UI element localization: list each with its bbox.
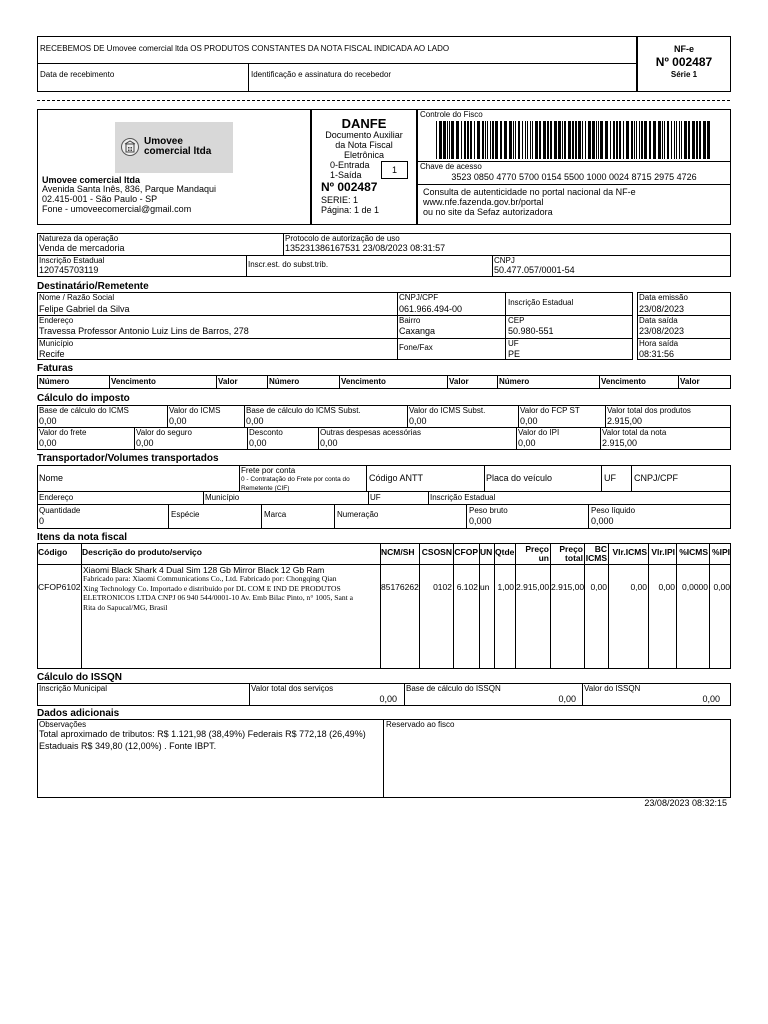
imposto-divider [247, 427, 248, 450]
transp-numeracao-label: Numeração [337, 510, 379, 519]
natureza-label: Natureza da operação [39, 234, 119, 243]
danfe-saida: 1-Saída [330, 170, 362, 180]
imposto-divider [518, 405, 519, 427]
consulta-1: Consulta de autenticidade no portal nacional da NF-e [423, 187, 636, 197]
barcode-bar [696, 121, 698, 159]
barcode-bar [707, 121, 710, 159]
saida-value: 23/08/2023 [639, 326, 685, 336]
itens-col-divider [453, 543, 454, 669]
dest-municipio: Recife [39, 349, 65, 359]
barcode-bar [679, 121, 680, 159]
hora-label: Hora saída [639, 339, 679, 348]
faturas-header-3: Número [269, 377, 300, 386]
dest-endereco-label: Endereço [39, 316, 74, 325]
transp-cnpj-label: CNPJ/CPF [634, 473, 679, 483]
imposto-row1-value-2: 0,00 [246, 416, 264, 426]
itens-col-divider [479, 543, 480, 669]
dest-municipio-label: Município [39, 339, 74, 348]
barcode-bar [676, 121, 677, 159]
itens-section: Itens da nota fiscal [37, 532, 128, 543]
controle-fisco-label: Controle do Fisco [420, 110, 483, 119]
footer-timestamp: 23/08/2023 08:32:15 [644, 798, 727, 808]
faturas-divider [599, 375, 600, 389]
barcode-bar [525, 121, 526, 159]
barcode-bar [634, 121, 635, 159]
barcode-bar [596, 121, 597, 159]
item-codigo: CFOP6102 [38, 582, 81, 592]
barcode-bar [578, 121, 581, 159]
barcode-bar [616, 121, 618, 159]
danfe-subtitle-3: Eletrônica [343, 150, 385, 160]
itens-header-preco_total-2: total [565, 553, 583, 563]
imposto-row1-label-5: Valor total dos produtos [607, 406, 691, 415]
item-descricao-title: Xiaomi Black Shark 4 Dual Sim 128 Gb Mirror Black 12 Gb Ram [83, 565, 325, 575]
company-logo [115, 122, 233, 173]
reservado-fisco-label: Reservado ao fisco [386, 720, 455, 729]
transp-peso-bruto-label: Peso bruto [469, 506, 508, 515]
imposto-row2-value-0: 0,00 [39, 438, 57, 448]
imposto-divider [244, 405, 245, 427]
faturas-divider [216, 375, 217, 389]
barcode-bar [588, 121, 591, 159]
danfe-numero: Nº 002487 [321, 180, 378, 194]
barcode-bar [504, 121, 507, 159]
imposto-row2-value-3: 0,00 [320, 438, 338, 448]
barcode-bar [692, 121, 695, 159]
hora-value: 08:31:56 [639, 349, 675, 359]
barcode-bar [518, 121, 520, 159]
faturas-header-0: Número [39, 377, 70, 386]
item-csosn: 0102 [433, 582, 452, 592]
emitente-name: Umovee comercial ltda [42, 175, 141, 185]
barcode-bar [474, 121, 475, 159]
itens-header-vlr_icms: Vlr.ICMS [612, 547, 647, 557]
transp-quantidade-label: Quantidade [39, 506, 81, 515]
imposto-row2-label-2: Desconto [249, 428, 283, 437]
danfe-serie: SERIE: 1 [321, 195, 359, 205]
issqn-valor: 0,00 [702, 694, 720, 704]
chave-acesso: 3523 0850 4770 5700 0154 5500 1000 0024 8715 2975 4726 [451, 172, 697, 182]
dest-ie-label: Inscrição Estadual [508, 298, 574, 307]
itens-header-p_ipi: %IPI [712, 547, 730, 557]
dest-bairro: Caxanga [399, 326, 436, 336]
ie-value: 120745703119 [39, 265, 99, 275]
itens-col-divider [608, 543, 609, 669]
barcode-bar [564, 121, 566, 159]
imposto-divider [407, 405, 408, 427]
obs-line-1: Total aproximado de tributos: R$ 1.121,98 (38,49%) Federais R$ 772,18 (26,49%) [39, 729, 366, 739]
barcode-bar [554, 121, 557, 159]
emitente-address: Avenida Santa Inês, 836, Parque Mandaqui [42, 184, 216, 194]
barcode-bar [495, 121, 498, 159]
itens-col-divider [380, 543, 381, 669]
imposto-row2-value-1: 0,00 [136, 438, 154, 448]
ie-label: Inscrição Estadual [39, 256, 105, 265]
barcode-bar [535, 121, 538, 159]
transp-uf2-label: UF [370, 493, 381, 502]
itens-header-bc_icms-1: BC [594, 544, 607, 554]
imposto-row1-value-3: 0,00 [409, 416, 427, 426]
building-icon [121, 138, 139, 156]
itens-header-un: UN [480, 547, 493, 557]
item-descricao-detail: Fabricado para: Xiaomi Communications Co., Ltd. Fabricado por: Chongqing Qian [83, 574, 337, 583]
itens-header-csosn: CSOSN [421, 547, 452, 557]
imposto-row2-value-4: 0,00 [518, 438, 536, 448]
item-cfop: 6.102 [456, 582, 478, 592]
dest-nome: Felipe Gabriel da Silva [39, 304, 130, 314]
itens-header-codigo: Código [38, 547, 68, 557]
imposto-row1-value-5: 2.915,00 [607, 416, 643, 426]
barcode-bar [600, 121, 603, 159]
barcode-bar [461, 121, 462, 159]
barcode-bar [662, 121, 663, 159]
consulta-3: ou no site da Sefaz autorizadora [423, 207, 553, 217]
item-descricao-detail: ELETRONICOS LTDA CNPJ 06 940 544/0001-10 Av. Emb Bilac Pinto, n° 1005, Sant a [83, 593, 354, 602]
barcode-bar [509, 121, 512, 159]
danfe-pagina: Página: 1 de 1 [321, 205, 380, 215]
protocolo-value: 135231386167531 23/08/2023 08:31:57 [285, 243, 446, 253]
barcode-bar [532, 121, 533, 159]
itens-header-preco_un-2: un [538, 553, 549, 563]
transp-quantidade: 0 [39, 516, 45, 526]
item-p_ipi: 0,00 [713, 582, 730, 592]
imposto-row1-value-4: 0,00 [520, 416, 538, 426]
dest-fone-label: Fone/Fax [399, 343, 433, 352]
imposto-row2-value-5: 2.915,00 [602, 438, 638, 448]
issqn-total-label: Valor total dos serviços [251, 684, 334, 693]
barcode-bar [485, 121, 486, 159]
faturas-header-5: Valor [449, 377, 469, 386]
danfe-title: DANFE [341, 116, 387, 131]
barcode-bar [623, 121, 624, 159]
barcode-bar [667, 121, 669, 159]
barcode-bar [568, 121, 571, 159]
faturas-divider [497, 375, 498, 389]
barcode-bar [550, 121, 552, 159]
dest-bairro-label: Bairro [399, 316, 421, 325]
itens-col-divider [709, 543, 710, 669]
barcode-bar [436, 121, 437, 159]
barcode-bar [644, 121, 647, 159]
imposto-divider [134, 427, 135, 450]
imposto-section: Cálculo do imposto [37, 393, 130, 404]
danfe-subtitle-2: da Nota Fiscal [335, 140, 393, 150]
protocolo-label: Protocolo de autorização de uso [285, 234, 400, 243]
barcode-bar [562, 121, 563, 159]
cnpj-label: CNPJ [494, 256, 515, 265]
barcode-bar [582, 121, 583, 159]
canhoto-numero: Nº 002487 [655, 55, 713, 69]
imposto-row2-label-1: Valor do seguro [136, 428, 192, 437]
dest-endereco: Travessa Professor Antonio Luiz Lins de Barros, 278 [39, 326, 249, 336]
natureza-value: Venda de mercadoria [39, 243, 125, 253]
faturas-header-2: Valor [218, 377, 238, 386]
item-preco_un: 2.915,00 [516, 582, 550, 592]
imposto-row2-label-0: Valor do frete [39, 428, 87, 437]
imposto-row2-label-4: Valor do IPI [518, 428, 560, 437]
barcode-bar [641, 121, 643, 159]
faturas-header-1: Vencimento [111, 377, 156, 386]
emissao-label: Data emissão [639, 293, 688, 302]
transp-placa-label: Placa do veículo [486, 473, 553, 483]
issqn-base: 0,00 [558, 694, 576, 704]
imposto-divider [318, 427, 319, 450]
barcode-bar [619, 121, 621, 159]
barcode-bar [456, 121, 459, 159]
barcode-bar [610, 121, 611, 159]
barcode-bar [513, 121, 514, 159]
barcode-bar [527, 121, 528, 159]
canhoto-nfe: NF-e [674, 44, 694, 54]
issqn-total: 0,00 [379, 694, 397, 704]
barcode-bar [451, 121, 454, 159]
transp-frete-label: Frete por conta [241, 466, 296, 475]
item-p_icms: 0,0000 [682, 582, 708, 592]
barcode-bar [681, 121, 682, 159]
item-ncm: 85176262 [381, 582, 419, 592]
barcode-bar [649, 121, 651, 159]
barcode-bar [671, 121, 672, 159]
itens-header-vlr_ipi: Vlr.IPI [651, 547, 675, 557]
barcode-bar [543, 121, 546, 159]
item-un: un [480, 582, 490, 592]
barcode-bar [653, 121, 656, 159]
item-qtde: 1,00 [497, 582, 514, 592]
faturas-section: Faturas [37, 363, 74, 374]
imposto-row1-label-2: Base de cálculo do ICMS Subst. [246, 406, 361, 415]
dest-cep-label: CEP [508, 316, 525, 325]
dest-nome-label: Nome / Razão Social [39, 293, 115, 302]
dest-uf: PE [508, 349, 521, 359]
barcode-bar [605, 121, 608, 159]
barcode-bar [636, 121, 637, 159]
dest-cep: 50.980-551 [508, 326, 554, 336]
barcode-bar [443, 121, 446, 159]
issqn-base-label: Base de cálculo do ISSQN [406, 684, 501, 693]
barcode-bar [477, 121, 480, 159]
imposto-divider [605, 405, 606, 427]
barcode-bar [500, 121, 502, 159]
faturas-header-7: Vencimento [601, 377, 646, 386]
transp-antt-label: Código ANTT [369, 473, 424, 483]
imposto-divider [600, 427, 601, 450]
itens-header-preco_un-1: Preço [525, 544, 549, 554]
barcode-bar [547, 121, 549, 159]
item-descricao-detail: Rita do Sapucal/MG, Brasil [83, 602, 168, 612]
item-vlr_icms: 0,00 [630, 582, 647, 592]
transp-ie-label: Inscrição Estadual [430, 493, 496, 502]
transp-peso-bruto: 0,000 [469, 516, 492, 526]
faturas-divider [109, 375, 110, 389]
barcode-bar [530, 121, 531, 159]
itens-header-descricao: Descrição do produto/serviço [82, 547, 202, 557]
itens-col-divider [676, 543, 677, 669]
itens-header-p_icms: %ICMS [679, 547, 708, 557]
barcode-bar [688, 121, 690, 159]
barcode-bar [585, 121, 586, 159]
itens-header-bc_icms-2: ICMS [585, 553, 607, 563]
imposto-row1-value-1: 0,00 [169, 416, 187, 426]
itens-header-ncm: NCM/SH [381, 547, 415, 557]
imposto-row2-value-2: 0,00 [249, 438, 267, 448]
barcode-bar [449, 121, 450, 159]
itens-header-preco_total-1: Preço [559, 544, 583, 554]
dest-cpf-label: CNPJ/CPF [399, 293, 439, 302]
barcode [436, 121, 712, 159]
canhoto-text: RECEBEMOS DE Umovee comercial ltda OS PRODUTOS CONSTANTES DA NOTA FISCAL INDICADA AO LADO [40, 44, 450, 53]
barcode-bar [613, 121, 615, 159]
itens-col-divider [81, 543, 82, 669]
barcode-bar [467, 121, 469, 159]
danfe-tipo: 1 [381, 161, 408, 179]
itens-col-divider [494, 543, 495, 669]
item-preco_total: 2.915,00 [551, 582, 585, 592]
barcode-bar [464, 121, 466, 159]
barcode-bar [522, 121, 523, 159]
obs-label: Observações [39, 720, 87, 729]
cut-line [37, 100, 730, 101]
issqn-section: Cálculo do ISSQN [37, 672, 123, 683]
barcode-bar [674, 121, 675, 159]
faturas-header-8: Valor [680, 377, 700, 386]
cnpj-value: 50.477.057/0001-54 [494, 265, 575, 275]
barcode-bar [447, 121, 448, 159]
imposto-divider [516, 427, 517, 450]
destinatario-section: Destinatário/Remetente [37, 281, 149, 292]
imposto-divider [167, 405, 168, 427]
barcode-bar [439, 121, 442, 159]
barcode-bar [658, 121, 661, 159]
imposto-row2-label-3: Outras despesas acessórias [320, 428, 421, 437]
barcode-bar [664, 121, 665, 159]
barcode-bar [626, 121, 629, 159]
barcode-bar [684, 121, 687, 159]
identificacao-label: Identificação e assinatura do recebedor [251, 70, 392, 79]
obs-line-2: Estaduais R$ 349,80 (12,00%) . Fonte IBPT. [39, 741, 217, 751]
faturas-divider [678, 375, 679, 389]
dest-cpf: 061.966.494-00 [399, 304, 463, 314]
transp-municipio-label: Município [205, 493, 240, 502]
faturas-header-6: Número [499, 377, 530, 386]
barcode-bar [598, 121, 599, 159]
emitente-fone: Fone - umoveecomercial@gmail.com [42, 204, 192, 214]
logo-text: Umovee comercial ltda [144, 136, 212, 157]
ie-st-label: Inscr.est. do subst.trib. [248, 260, 329, 269]
saida-label: Data saída [639, 316, 678, 325]
transportador-section: Transportador/Volumes transportados [37, 453, 219, 464]
item-vlr_ipi: 0,00 [658, 582, 675, 592]
faturas-divider [339, 375, 340, 389]
barcode-bar [558, 121, 561, 159]
transp-marca-label: Marca [264, 510, 287, 519]
canhoto-serie: Série 1 [670, 70, 698, 79]
danfe-subtitle-1: Documento Auxiliar [325, 130, 403, 140]
danfe-entrada: 0-Entrada [330, 160, 370, 170]
barcode-bar [631, 121, 633, 159]
itens-header-cfop: CFOP [454, 547, 478, 557]
data-recebimento-label: Data de recebimento [40, 70, 115, 79]
barcode-bar [487, 121, 488, 159]
adicionais-section: Dados adicionais [37, 708, 120, 719]
barcode-bar [539, 121, 541, 159]
dest-uf-label: UF [508, 339, 519, 348]
barcode-bar [572, 121, 574, 159]
transp-peso-liquido: 0,000 [591, 516, 614, 526]
transp-peso-liquido-label: Peso líquido [591, 506, 636, 515]
itens-header-qtde: Qtde [495, 547, 515, 557]
item-descricao-detail: Xing Technology Co. Importado e distribuído por DL COM E IND DE PRODUTOS [83, 583, 341, 593]
transp-nome-label: Nome [39, 473, 64, 483]
faturas-divider [267, 375, 268, 389]
faturas-header-4: Vencimento [341, 377, 386, 386]
barcode-bar [639, 121, 640, 159]
transp-especie-label: Espécie [171, 510, 200, 519]
transp-frete-value: 0 - Contratação do Frete por conta do Remetente (CIF) [241, 476, 350, 492]
imposto-row2-label-5: Valor total da nota [602, 428, 667, 437]
issqn-im-label: Inscrição Municipal [39, 684, 108, 693]
barcode-bar [492, 121, 494, 159]
barcode-bar [575, 121, 577, 159]
barcode-bar [699, 121, 701, 159]
imposto-row1-value-0: 0,00 [39, 416, 57, 426]
emissao-value: 23/08/2023 [639, 304, 685, 314]
itens-col-divider [419, 543, 420, 669]
barcode-bar [490, 121, 491, 159]
imposto-row1-label-1: Valor do ICMS [169, 406, 221, 415]
barcode-bar [592, 121, 595, 159]
emitente-cep-city: 02.415-001 - São Paulo - SP [42, 194, 158, 204]
imposto-row1-label-4: Valor do FCP ST [520, 406, 580, 415]
barcode-bar [470, 121, 472, 159]
transp-uf-label: UF [604, 473, 616, 483]
transp-endereco-label: Endereço [39, 493, 74, 502]
consulta-2: www.nfe.fazenda.gov.br/portal [423, 197, 544, 207]
item-bc_icms: 0,00 [590, 582, 607, 592]
issqn-valor-label: Valor do ISSQN [584, 684, 641, 693]
faturas-divider [447, 375, 448, 389]
itens-col-divider [648, 543, 649, 669]
chave-label: Chave de acesso [420, 162, 482, 171]
imposto-row1-label-3: Valor do ICMS Subst. [409, 406, 486, 415]
barcode-bar [515, 121, 516, 159]
barcode-bar [703, 121, 706, 159]
barcode-bar [482, 121, 484, 159]
imposto-row1-label-0: Base de cálculo do ICMS [39, 406, 129, 415]
